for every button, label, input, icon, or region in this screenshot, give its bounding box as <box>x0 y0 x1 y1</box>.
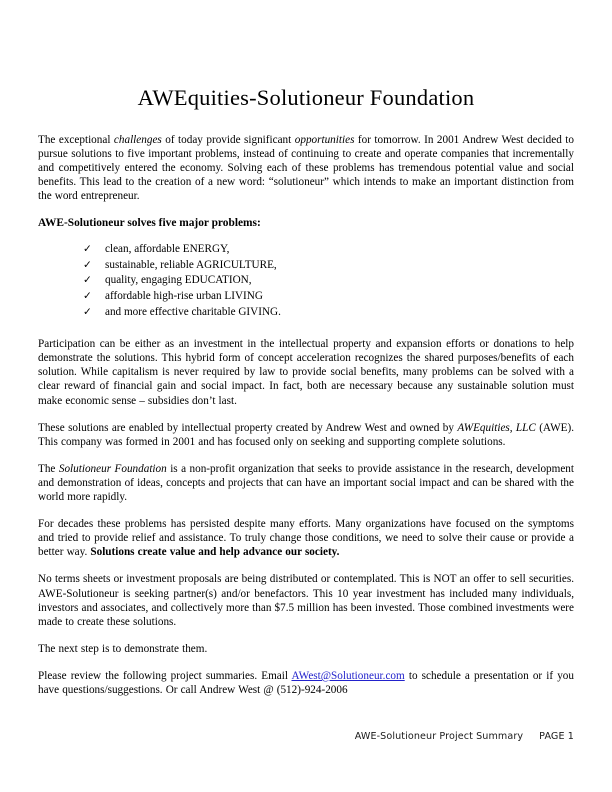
list-item-label: sustainable, reliable AGRICULTURE, <box>105 258 277 271</box>
list-item <box>83 273 574 289</box>
footer-label: AWE-Solutioneur Project Summary <box>354 731 524 742</box>
enabled-text-part1: These solutions are enabled by intellectual property created by Andrew West and owned by <box>38 421 458 434</box>
review-text-part1: Please review the following project summaries. Email <box>38 669 292 682</box>
foundation-emphasis-name: Solutioneur Foundation <box>58 462 167 475</box>
intro-text-part3: for tomorrow. In 2001 Andrew West decided to pursue solutions to five important problems, instead of continuing to create and operate companies that incrementally and competitively entered the economy. Solving each of these problems has tremendous potential value and social benefits. This lead to the creation of a new word: “solutioneur” which intends to make an important distinction from the word entrepreneur. <box>38 133 574 203</box>
paragraph-intro <box>38 133 574 203</box>
check-icon: ✓ <box>83 274 92 287</box>
enabled-emphasis-awequities: AWEquities, LLC <box>457 421 536 434</box>
paragraph-enabled <box>38 421 574 449</box>
list-item-label: affordable high-rise urban LIVING <box>105 290 263 302</box>
section-heading-problems: AWE-Solutioneur solves five major problems: <box>38 217 261 230</box>
list-item-label: clean, affordable ENERGY, <box>105 243 230 256</box>
footer-page-number: PAGE 1 <box>539 731 574 742</box>
paragraph-participation: Participation can be either as an investment in the intellectual property and expansion efforts or donations to help demonstrate the solutions. This hybrid form of concept acceleration recognizes the shared purposes/benefits of each solution. While capitalism is never required by law to provide social benefits, many problems can be solved with a clear reward of financial gain and social impact. In fact, both are necessary because any sustainable solution must make economic sense – subsidies don’t last. <box>38 338 574 407</box>
list-item-label: quality, engaging EDUCATION, <box>105 274 252 287</box>
list-item <box>83 242 574 258</box>
check-icon: ✓ <box>83 305 92 318</box>
decades-text: For decades these problems has persisted despite many efforts. Many organizations have focused on the symptoms and tried to provide relief and assistance. To truly change those conditions, we need to solve their cause or provide a better way. <box>38 518 574 559</box>
problems-list <box>38 242 574 320</box>
paragraph-next-step: The next step is to demonstrate them. <box>38 642 208 655</box>
page-footer <box>0 731 574 742</box>
foundation-text-part2: is a non-profit organization that seeks to provide assistance in the research, development and demonstration of ideas, concepts and projects that can have an important social impact and can be shared with the world more rapidly. <box>38 462 574 504</box>
list-item <box>83 305 574 321</box>
paragraph-review <box>38 669 574 697</box>
email-link[interactable]: AWest@Solutioneur.com <box>291 669 405 682</box>
check-icon: ✓ <box>83 258 92 271</box>
document-body <box>38 86 574 710</box>
check-icon: ✓ <box>83 290 92 302</box>
review-text-part2: to schedule a presentation or if you have questions/suggestions. Or call Andrew West @ (512)-924-2006 <box>38 669 574 696</box>
check-icon: ✓ <box>83 243 92 256</box>
enabled-text-part2: (AWE). This company was formed in 2001 and has focused only on seeking and supporting complete solutions. <box>38 421 575 448</box>
page-title: AWEquities-Solutioneur Foundation <box>137 85 475 110</box>
paragraph-decades <box>38 517 574 559</box>
intro-emphasis-challenges: challenges <box>113 133 162 146</box>
intro-text-part2: of today provide significant <box>161 133 295 146</box>
list-item <box>83 289 574 305</box>
paragraph-foundation <box>38 462 574 504</box>
paragraph-terms: No terms sheets or investment proposals are being distributed or contemplated. This is NOT an offer to sell securities. AWE-Solutioneur is seeking partner(s) and/or benefactors. This 10 year investment has included many individuals, investors and associates, and collectively more than $7.5 million has been invested. Those combined investments were made to create these solutions. <box>38 573 574 628</box>
intro-text-part1: The exceptional <box>38 133 114 146</box>
list-item <box>83 258 574 274</box>
decades-bold-statement: Solutions create value and help advance our society. <box>90 546 340 559</box>
foundation-text-part1: The <box>38 462 59 475</box>
intro-emphasis-opportunities: opportunities <box>294 133 355 146</box>
list-item-label: and more effective charitable GIVING. <box>105 305 281 318</box>
